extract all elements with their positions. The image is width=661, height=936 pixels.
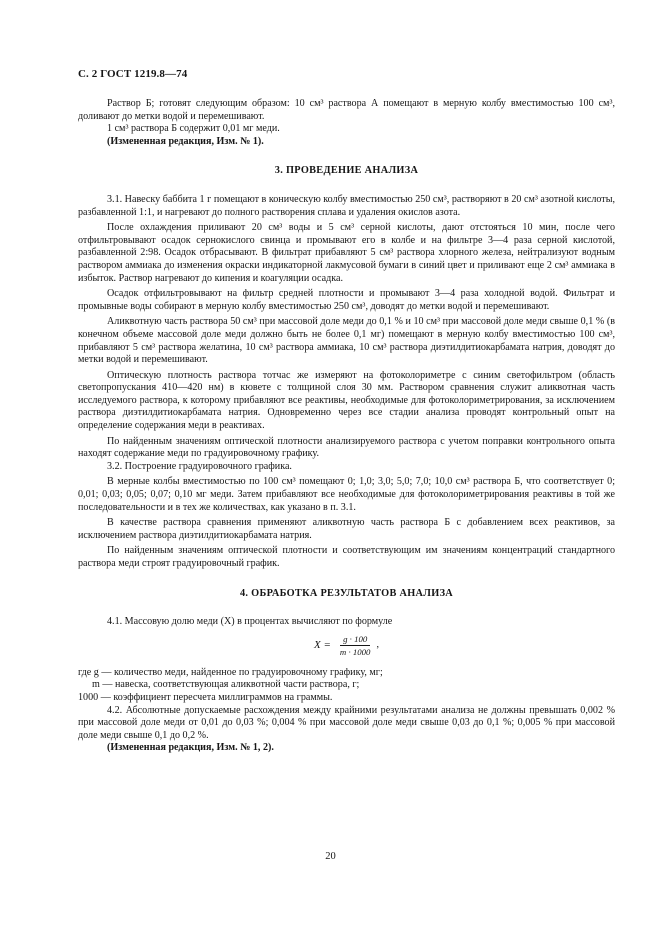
section-title: 4. ОБРАБОТКА РЕЗУЛЬТАТОВ АНАЛИЗА bbox=[239, 587, 454, 599]
legend-line: где g — количество меди, найденное по градуировочному графику, мг; bbox=[78, 666, 383, 678]
paragraph: Аликвотную часть раствора 50 см³ при массовой доле меди до 0,1 % и 10 см³ при массовой доле меди свыше 0,1 % (в конечном объеме массовой доле меди должно быть не более 0,1 мг) помещают в мерную колбу вместимостью 100 см³, прибавляют 5 см³ раствора желатина, 10 см³ раствора аммиака, 10 см³ раствора диэтилдитиокарбамата натрия, доводят до метки водой и перемешивают. bbox=[78, 316, 615, 366]
revision-note: (Измененная редакция, Изм. № 1). bbox=[107, 135, 264, 147]
paragraph: Осадок отфильтровывают на фильтр средней плотности и промывают 3—4 раза холодной водой. Фильтрат и промывные воды собирают в мерную колбу вместимостью 250 см³, доводят до метки водой и перемешивают. bbox=[78, 288, 615, 312]
paragraph: Оптическую плотность раствора тотчас же измеряют на фотоколориметре с синим светофильтром (область светопропускания 410—420 нм) в кювете с толщиной слоя 30 мм. Раствором сравнения служит аликвотная часть исследуемого раствора, к которому прибавляют все реактивы, необходимые для фотоколориметрирования, за исключением раствора диэтилдитиокарбамата натрия. Одновременно через все стадии анализа проводят контрольный опыт на определение содержания меди в реактивах. bbox=[78, 369, 615, 432]
legend-line: m — навеска, соответствующая аликвотной части раствора, г; bbox=[92, 679, 360, 691]
page-header: С. 2 ГОСТ 1219.8—74 bbox=[78, 68, 188, 80]
paragraph: 4.2. Абсолютные допускаемые расхождения между крайними результатами анализа не должны превышать 0,002 % при массовой доле меди от 0,01 до 0,03 %; 0,004 % при массовой доле меди свыше 0,03 до 0,1 %; 0,005 % при массовой доле меди свыше 0,1 до 0,2 %. bbox=[78, 704, 615, 741]
paragraph: 4.1. Массовую долю меди (X) в процентах вычисляют по формуле bbox=[107, 616, 393, 628]
paragraph: 3.2. Построение градуировочного графика. bbox=[107, 460, 292, 472]
paragraph: 3.1. Навеску баббита 1 г помещают в коническую колбу вместимостью 250 см³, растворяют в 20 см³ азотной кислоты, разбавленной 1:1, и нагревают до полного растворения сплава и удаления окислов азота. bbox=[78, 193, 615, 218]
document-body bbox=[78, 98, 615, 755]
legend-line: 1000 — коэффициент пересчета миллиграммов на граммы. bbox=[78, 691, 333, 703]
paragraph: В качестве раствора сравнения применяют аликвотную часть раствора Б с добавлением всех реактивов, за исключением раствора диэтилдитиокарбамата натрия. bbox=[78, 517, 615, 541]
paragraph: По найденным значениям оптической плотности и соответствующим им значениям концентраций стандартного раствора меди строят градуировочный график. bbox=[78, 545, 615, 569]
revision-note: (Измененная редакция, Изм. № 1, 2). bbox=[107, 742, 274, 754]
formula-numerator: g · 100 bbox=[340, 634, 370, 646]
formula-lhs: X = bbox=[314, 638, 331, 651]
formula-denominator: m · 1000 bbox=[339, 646, 371, 657]
paragraph: В мерные колбы вместимостью по 100 см³ помещают 0; 1,0; 3,0; 5,0; 7,0; 10,0 см³ раствора Б, что соответствует 0; 0,01; 0,03; 0,05; 0,07; 0,10 мг меди. Затем прибавляют все необходимые для фотоколориметрирования реактивы в той же последовательности и в тех же количествах, как указано в п. 3.1. bbox=[78, 476, 615, 513]
formula-trailing-comma: , bbox=[376, 638, 379, 650]
page-number: 20 bbox=[325, 851, 336, 862]
section-title: 3. ПРОВЕДЕНИЕ АНАЛИЗА bbox=[274, 165, 419, 177]
paragraph: 1 см³ раствора Б содержит 0,01 мг меди. bbox=[107, 123, 280, 135]
paragraph: По найденным значениям оптической плотности анализируемого раствора с учетом поправки контрольного опыта находят содержание меди по градуировочному графику. bbox=[78, 435, 615, 460]
paragraph: После охлаждения приливают 20 см³ воды и 5 см³ серной кислоты, дают отстояться 10 мин, после чего отфильтровывают осадок сернокислого свинца и промывают его в колбе и на фильтре 3—4 раза серной кислотой, разбавленной 2:98. Осадок отбрасывают. В фильтрат прибавляют 5 см³ раствора хлорного железа, нейтрализуют водным раствором аммиака до изменения окраски индикаторной лакмусовой бумаги в синий цвет и приливают еще 2 см³ аммиака в избыток. Раствор нагревают до кипения и коагуляции осадка. bbox=[78, 222, 615, 284]
formula bbox=[78, 634, 615, 657]
formula-fraction bbox=[337, 634, 374, 657]
formula-legend bbox=[78, 667, 615, 705]
paragraph: Раствор Б; готовят следующим образом: 10 см³ раствора А помещают в мерную колбу вместимостью 100 см³, доливают до метки водой и перемешивают. bbox=[78, 98, 615, 122]
